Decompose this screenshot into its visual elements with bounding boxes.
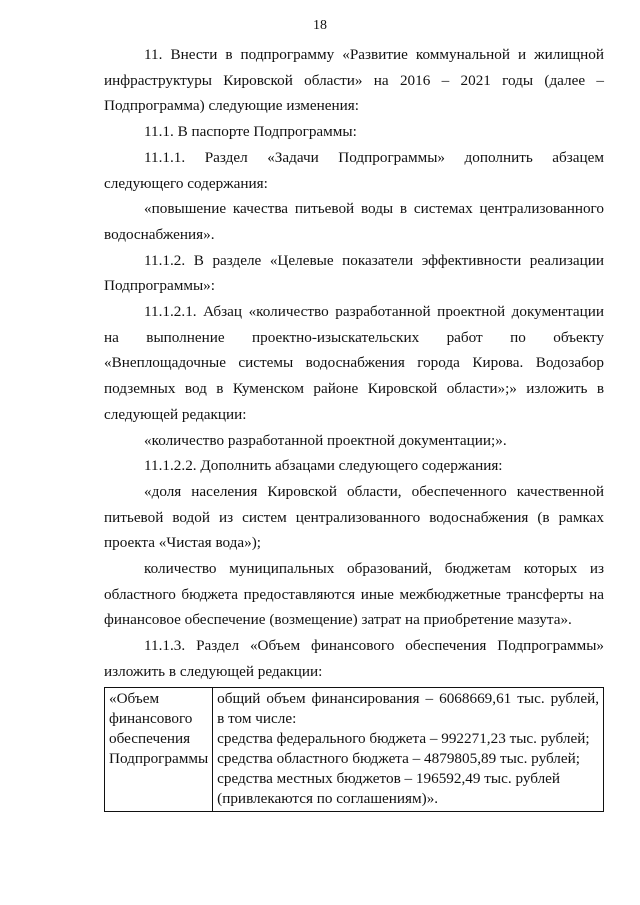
label-line: финансового [109,709,193,727]
paragraph-quote-population-share: «доля населения Кировской области, обеспеченного качественной питьевой водой из систем централизованного водоснабжения (в рамках проекта «Чистая вода»); [104,482,604,552]
paragraph-11-1-2: 11.1.2. В разделе «Целевые показатели эффективности реализации Подпрограммы»: [104,251,604,295]
value-line-federal: средства федерального бюджета – 992271,23 тыс. рублей; [217,729,590,747]
paragraph-11-1-2-1: 11.1.2.1. Абзац «количество разработанной проектной документации на выполнение проектно-изыскательских работ по объекту «Внеплощадочные системы водоснабжения города Кирова. Водозабор подземных вод в Куменском районе Кировской области»;» изложить в следующей редакции: [104,303,604,423]
value-line: в том числе: [217,709,297,727]
funding-table [104,687,604,812]
paragraph-11-1-2-2: 11.1.2.2. Дополнить абзацами следующего содержания: [144,457,503,475]
value-line-regional: средства областного бюджета – 4879805,89 тыс. рублей; [217,749,580,767]
table-row [105,687,604,811]
paragraph-11-1-3: 11.1.3. Раздел «Объем финансового обеспечения Подпрограммы» изложить в следующей редакции: [104,637,604,680]
paragraph-quote-documentation: «количество разработанной проектной документации;». [144,431,507,449]
funding-value-cell [213,687,604,811]
document-body [104,42,604,812]
funding-label-cell [105,687,213,811]
paragraph-11: 11. Внести в подпрограмму «Развитие коммунальной и жилищной инфраструктуры Кировской области» на 2016 – 2021 годы (далее – Подпрограмма) следующие изменения: [104,46,604,115]
paragraph-11-1-1: 11.1.1. Раздел «Задачи Подпрограммы» дополнить абзацем следующего содержания: [104,148,604,192]
label-line: обеспечения [109,729,191,747]
label-line: «Объем [109,689,160,707]
paragraph-quote-water-quality: «повышение качества питьевой воды в системах централизованного водоснабжения». [104,200,604,243]
value-line-total: общий объем финансирования – 6068669,61 тыс. рублей, [217,689,599,707]
page-number: 18 [313,18,327,33]
value-line-local: средства местных бюджетов – 196592,49 тыс. рублей [217,769,561,787]
paragraph-municipalities-count: количество муниципальных образований, бюджетам которых из областного бюджета предоставляются иные межбюджетные трансферты на финансовое обеспечение (возмещение) затрат на приобретение мазута». [104,560,604,629]
paragraph-11-1: 11.1. В паспорте Подпрограммы: [144,123,357,141]
value-line: (привлекаются по соглашениям)». [217,789,439,807]
label-line: Подпрограммы [109,749,209,767]
